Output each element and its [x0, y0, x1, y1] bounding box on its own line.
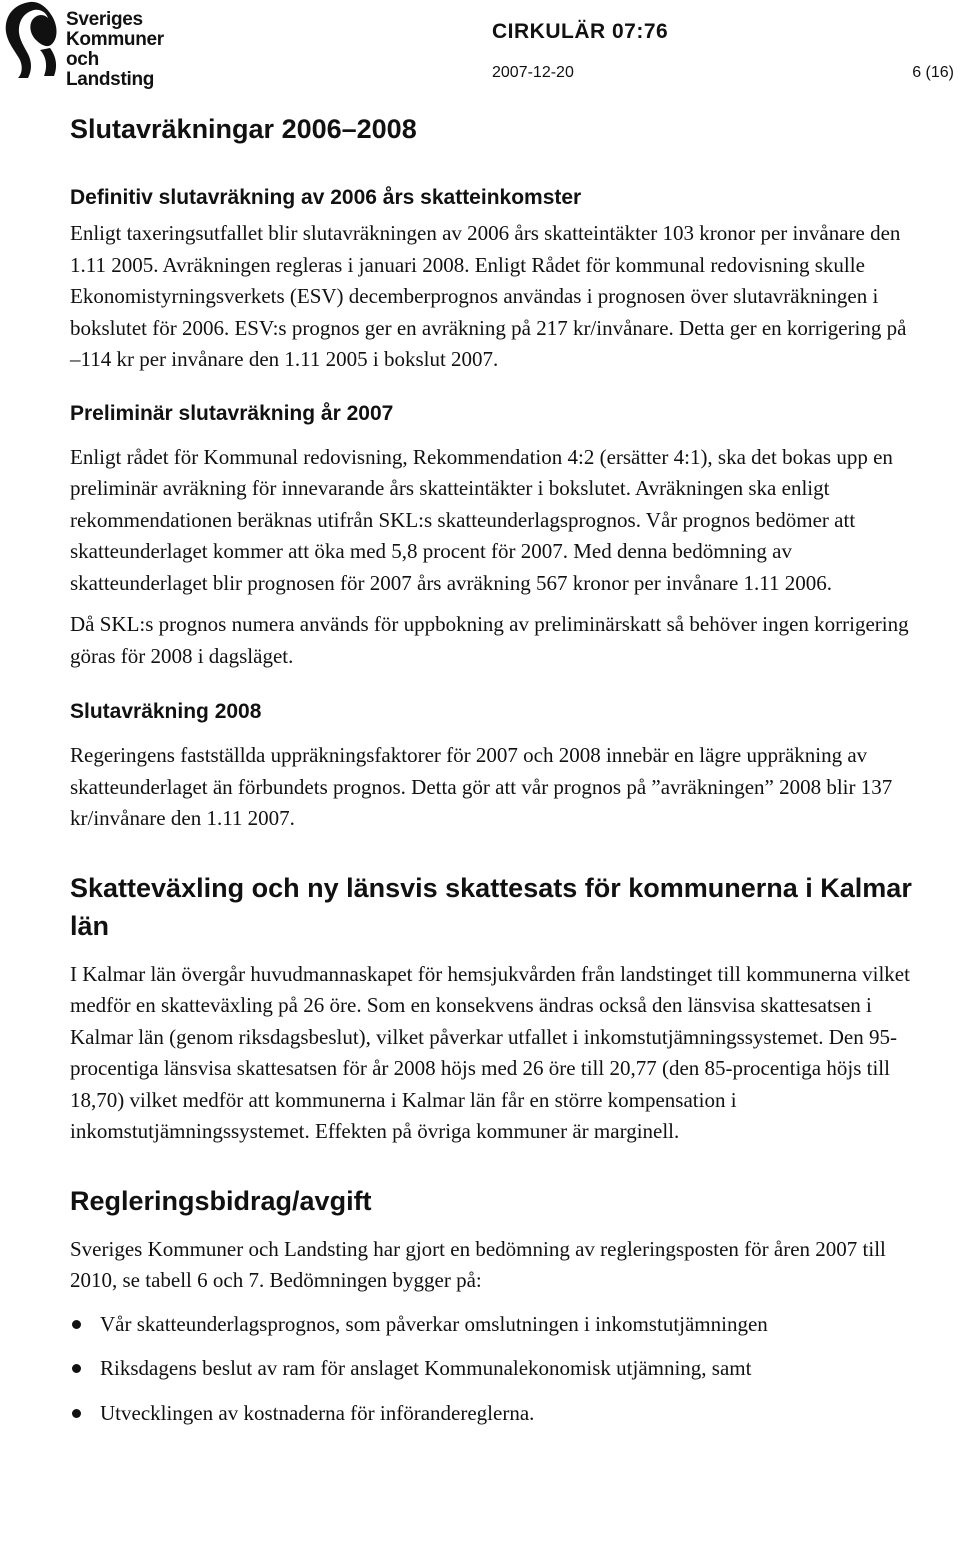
list-item: [70, 1309, 920, 1341]
list-item: [70, 1353, 920, 1385]
bullet-icon: [72, 1320, 81, 1329]
paragraph-definitiv: Enligt taxeringsutfallet blir slutavräkningen av 2006 års skatteintäkter 103 kronor per invånare den 1.11 2005. Avräkningen regleras i januari 2008. Enligt Rådet för kommunal redovisning skulle Ekonomistyrningsverkets (ESV) decemberprognos användas i prognosen över slutavräkningen i bokslutet för 2006. ESV:s prognos ger en avräkning på 217 kr/invånare. Detta ger en korrigering på –114 kr per invånare den 1.11 2005 i bokslut 2007.: [70, 221, 907, 371]
org-name-line-3: och Landsting: [66, 49, 155, 90]
document-type: CIRKULÄR 07:76: [492, 20, 669, 43]
paragraph-preliminar-2: Då SKL:s prognos numera används för uppbokning av preliminärskatt så behöver ingen korrigering göras för 2008 i dagsläget.: [70, 612, 909, 668]
list-item-text: Utvecklingen av kostnaderna för införandereglerna.: [100, 1400, 535, 1425]
section-title-slutavrakningar: Slutavräkningar 2006–2008: [70, 114, 417, 144]
section-title-regleringsbidrag: Regleringsbidrag/avgift: [70, 1185, 372, 1216]
org-name-line-2: Kommuner: [66, 29, 164, 50]
subsection-title-definitiv: Definitiv slutavräkning av 2006 års skatteinkomster: [70, 186, 582, 209]
bullet-icon: [72, 1409, 81, 1418]
bullet-icon: [72, 1364, 81, 1373]
subsection-title-slutavrakning-2008: Slutavräkning 2008: [70, 700, 262, 723]
paragraph-slutavrakning-2008: Regeringens fastställda uppräkningsfaktorer för 2007 och 2008 innebär en lägre uppräkning av skatteunderlaget än förbundets prognos. Detta gör att vår prognos på ”avräkningen” 2008 blir 137 kr/invånare den 1.11 2007.: [70, 743, 893, 830]
list-item: [70, 1398, 920, 1430]
org-name: [66, 10, 190, 90]
paragraph-skattevaxling: I Kalmar län övergår huvudmannaskapet för hemsjukvården från landstinget till kommunerna vilket medför en skatteväxling på 26 öre. Som en konsekvens ändras också den länsvisa skattesatsen i Kalmar län (genom riksdagsbeslut), vilket påverkar utfallet i inkomstutjämningssystemet. Den 95-procentiga länsvisa skattesatsen för år 2008 höjs med 26 öre till 20,77 (den 85-procentiga höjs till 18,70) vilket medför att kommunerna i Kalmar län får en större kompensation i inkomstutjämningssystemet. Effekten på övriga kommuner är marginell.: [70, 961, 910, 1143]
document-body: [70, 110, 920, 1429]
section-title-skattevaxling: Skatteväxling och ny länsvis skattesats för kommunerna i Kalmar län: [70, 872, 912, 941]
page-number: 6 (16): [912, 64, 954, 81]
paragraph-regleringsbidrag: Sveriges Kommuner och Landsting har gjort en bedömning av regleringsposten för åren 2007 till 2010, se tabell 6 och 7. Bedömningen bygger på:: [70, 1236, 886, 1292]
document-date: 2007-12-20: [492, 64, 574, 81]
list-item-text: Riksdagens beslut av ram för anslaget Kommunalekonomisk utjämning, samt: [100, 1356, 752, 1380]
subsection-title-preliminar: Preliminär slutavräkning år 2007: [70, 401, 394, 425]
org-logo: [0, 0, 190, 90]
org-name-line-1: Sveriges: [66, 9, 143, 30]
list-item-text: Vår skatteunderlagsprognos, som påverkar omslutningen i inkomstutjämningen: [100, 1311, 768, 1336]
paragraph-preliminar-1: Enligt rådet för Kommunal redovisning, Rekommendation 4:2 (ersätter 4:1), ska det bokas upp en preliminär avräkning för innevarande års skatteintäkter i bokslutet. Avräkningen ska enligt rekommendationen beräknas utifrån SKL:s skatteunderlagsprognos. Vår prognos bedömer att skatteunderlaget kommer att öka med 5,8 procent för 2007. Med denna bedömning av skatteunderlaget blir prognosen för 2007 års avräkning 567 kronor per invånare 1.11 2006.: [70, 444, 893, 595]
bullet-list: [70, 1309, 920, 1430]
skl-logo-icon: [0, 0, 64, 80]
